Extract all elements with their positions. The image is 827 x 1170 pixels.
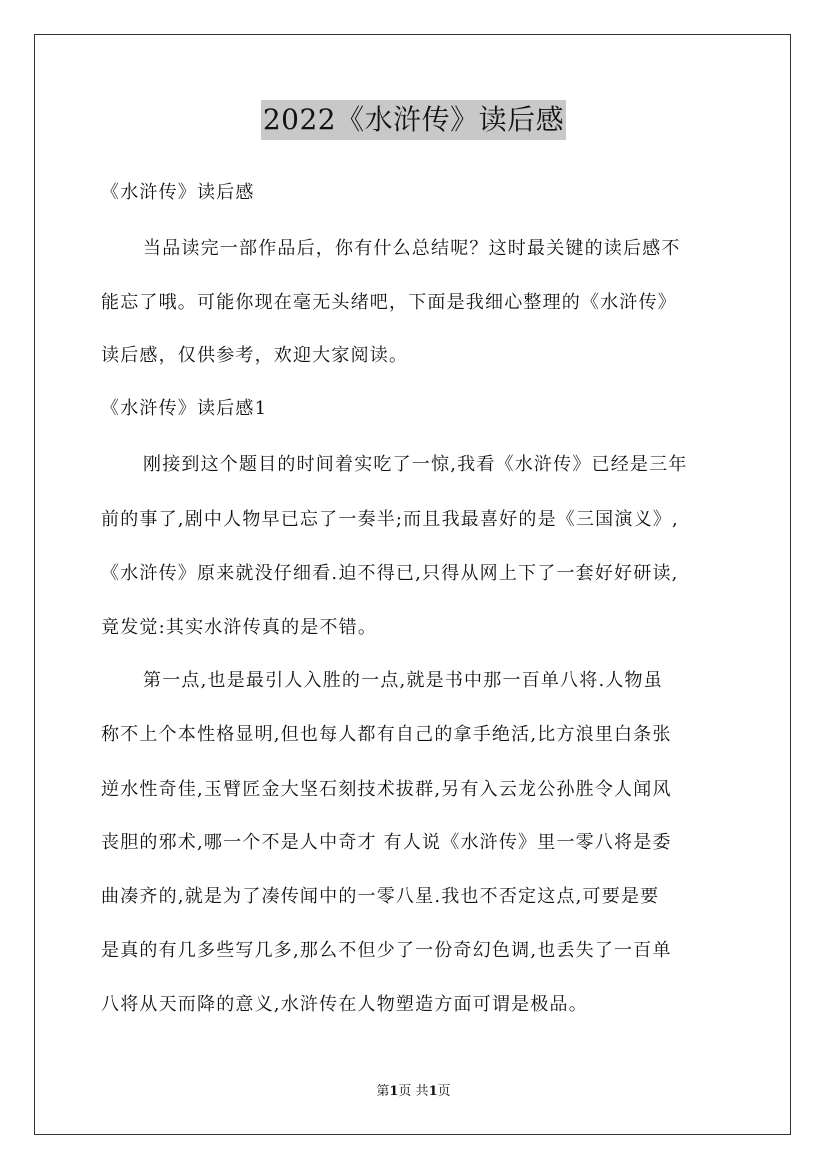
paragraph-line: 逆水性奇佳,玉臂匠金大坚石刻技术拔群,另有入云龙公孙胜令人闻风 xyxy=(101,779,672,800)
paragraph-line: 前的事了,剧中人物早已忘了一奏半;而且我最喜好的是《三国演义》, xyxy=(101,509,679,530)
footer-page-current: 1 xyxy=(389,1084,399,1099)
title-container xyxy=(0,100,827,140)
document-title: 2022《水浒传》读后感 xyxy=(261,100,566,140)
footer-page-total: 1 xyxy=(428,1084,438,1099)
paragraph-line: 当品读完一部作品后，你有什么总结呢？这时最关键的读后感不 xyxy=(143,238,681,259)
footer-page-prefix: 第 xyxy=(376,1084,390,1099)
paragraph-line: 《水浒传》原来就没仔细看.迫不得已,只得从网上下了一套好好研读, xyxy=(101,563,679,584)
paragraph-line: 是真的有几多些写几多,那么不但少了一份奇幻色调,也丢失了一百单 xyxy=(101,940,672,961)
paragraph-line: 能忘了哦。可能你现在毫无头绪吧，下面是我细心整理的《水浒传》 xyxy=(101,292,677,313)
paragraph-line: 丧胆的邪术,哪一个不是人中奇才 有人说《水浒传》里一零八将是委 xyxy=(101,832,672,853)
paragraph-line: 称不上个本性格显明,但也每人都有自己的拿手绝活,比方浪里白条张 xyxy=(101,724,672,745)
paragraph-line: 读后感，仅供参考，欢迎大家阅读。 xyxy=(101,345,409,366)
paragraph-line: 第一点,也是最引人入胜的一点,就是书中那一百单八将.人物虽 xyxy=(143,670,663,691)
footer-page-suffix: 页 xyxy=(437,1084,451,1099)
paragraph-line: 竟发觉:其实水浒传真的是不错。 xyxy=(101,617,378,638)
section-heading: 《水浒传》读后感1 xyxy=(101,398,268,419)
section-heading: 《水浒传》读后感 xyxy=(101,182,255,203)
paragraph-line: 刚接到这个题目的时间着实吃了一惊,我看《水浒传》已经是三年 xyxy=(143,454,688,475)
page-footer xyxy=(0,1083,827,1101)
footer-page-mid: 页 共 xyxy=(398,1084,429,1099)
paragraph-line: 曲凑齐的,就是为了凑传闻中的一零八星.我也不否定这点,可要是要 xyxy=(101,886,660,907)
paragraph-line: 八将从天而降的意义,水浒传在人物塑造方面可谓是极品。 xyxy=(101,994,588,1015)
